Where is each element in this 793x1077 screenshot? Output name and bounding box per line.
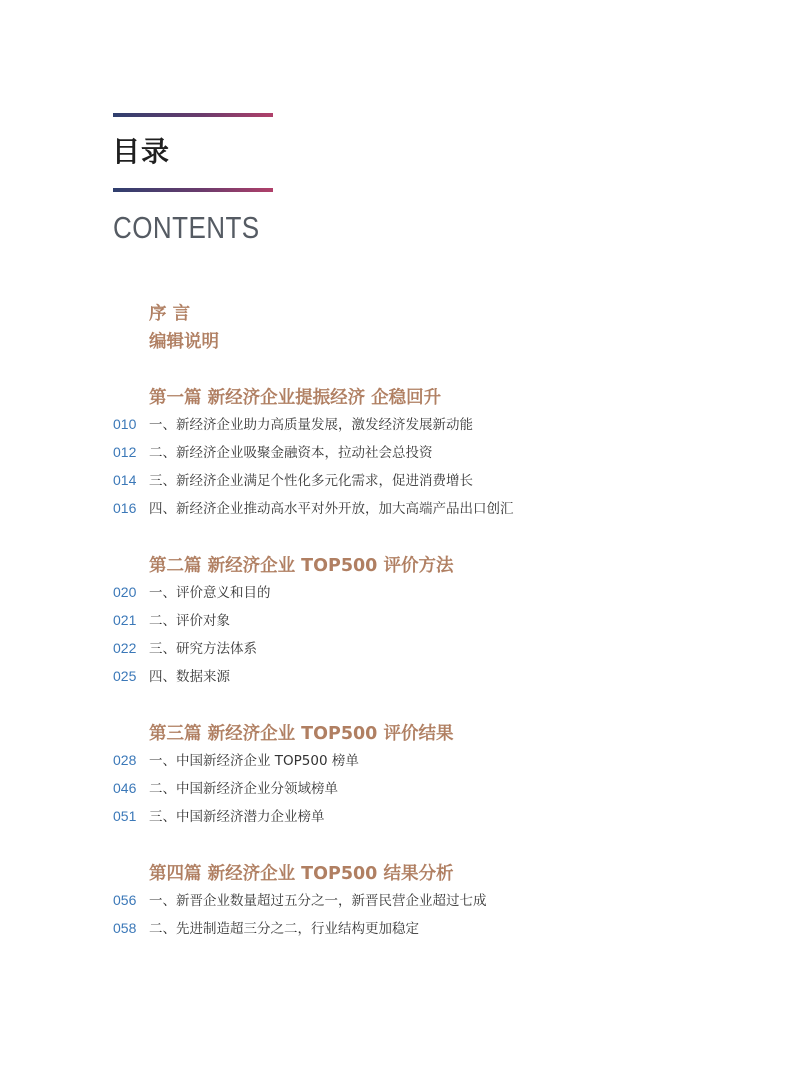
entry-title: 三、研究方法体系	[149, 641, 257, 657]
entry-title: 二、评价对象	[149, 613, 230, 629]
entry-title: 一、评价意义和目的	[149, 585, 271, 601]
toc-entry[interactable]	[113, 918, 419, 938]
part-2-heading[interactable]: 第二篇 新经济企业 TOP500 评价方法	[149, 556, 454, 576]
toc-entry[interactable]	[113, 610, 230, 630]
toc-entry[interactable]	[113, 414, 473, 434]
page-number: 010	[113, 416, 137, 432]
part-3-heading[interactable]: 第三篇 新经济企业 TOP500 评价结果	[149, 724, 454, 744]
entry-title: 二、中国新经济企业分领域榜单	[149, 781, 338, 797]
page-number: 058	[113, 920, 137, 936]
toc-entry[interactable]	[113, 750, 359, 770]
entry-title: 二、先进制造超三分之二，行业结构更加稳定	[149, 921, 419, 937]
page-number: 046	[113, 780, 137, 796]
page-title-en: CONTENTS	[113, 210, 260, 245]
page-number: 056	[113, 892, 137, 908]
entry-title: 一、新晋企业数量超过五分之一，新晋民营企业超过七成	[149, 893, 487, 909]
entry-title: 一、新经济企业助力高质量发展，激发经济发展新动能	[149, 417, 473, 433]
header-top-rule	[113, 113, 273, 117]
toc-entry[interactable]	[113, 470, 473, 490]
page-number: 022	[113, 640, 137, 656]
header-bottom-rule	[113, 188, 273, 192]
page-title-cn: 目录	[112, 135, 171, 168]
page-number: 020	[113, 584, 137, 600]
entry-title: 三、中国新经济潜力企业榜单	[149, 809, 325, 825]
entry-title: 二、新经济企业吸聚金融资本，拉动社会总投资	[149, 445, 433, 461]
toc-preface[interactable]: 序 言	[149, 304, 191, 324]
toc-entry[interactable]	[113, 442, 433, 462]
page-number: 025	[113, 668, 137, 684]
toc-entry[interactable]	[113, 778, 338, 798]
page-number: 028	[113, 752, 137, 768]
toc-entry[interactable]	[113, 582, 271, 602]
toc-editorial-notes[interactable]: 编辑说明	[149, 332, 219, 352]
toc-entry[interactable]	[113, 498, 514, 518]
page-number: 016	[113, 500, 137, 516]
entry-title: 四、新经济企业推动高水平对外开放，加大高端产品出口创汇	[149, 501, 514, 517]
part-4-heading[interactable]: 第四篇 新经济企业 TOP500 结果分析	[149, 864, 454, 884]
entry-title: 一、中国新经济企业 TOP500 榜单	[149, 753, 359, 769]
part-1-heading[interactable]: 第一篇 新经济企业提振经济 企稳回升	[149, 388, 442, 408]
page-number: 012	[113, 444, 137, 460]
entry-title: 三、新经济企业满足个性化多元化需求，促进消费增长	[149, 473, 473, 489]
page-number: 014	[113, 472, 137, 488]
entry-title: 四、数据来源	[149, 669, 230, 685]
toc-entry[interactable]	[113, 806, 325, 826]
page-number: 021	[113, 612, 137, 628]
page-number: 051	[113, 808, 137, 824]
toc-entry[interactable]	[113, 666, 230, 686]
toc-entry[interactable]	[113, 638, 257, 658]
toc-entry[interactable]	[113, 890, 487, 910]
